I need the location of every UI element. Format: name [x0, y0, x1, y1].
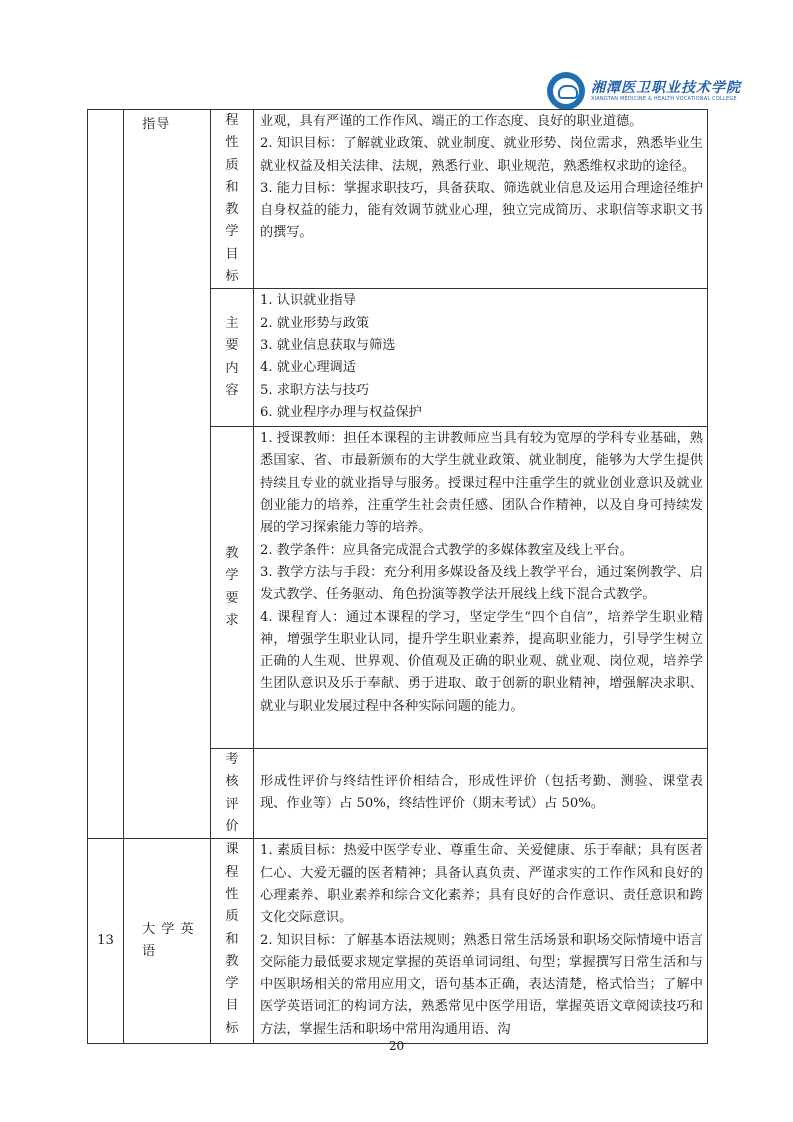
course-number: 13 [88, 839, 124, 1044]
section-label: 课 程 性 质 和 教 学 目 标 [211, 839, 254, 1044]
section-content: 形成性评价与终结性评价相结合，形成性评价（包括考勤、测验、课堂表现、作业等）占 50%，终结性评价（期末考试）占 50%。 [254, 749, 708, 839]
section-label: 考 核 评 价 [211, 749, 254, 839]
college-logo [547, 72, 741, 110]
course-name: 大学英语 [124, 839, 211, 1044]
table-row [88, 839, 708, 1044]
section-content: 1. 认识就业指导 2. 就业形势与政策 3. 就业信息获取与筛选 4. 就业心理调适 5. 求职方法与技巧 6. 就业程序办理与权益保护 [254, 289, 708, 427]
table-row [88, 110, 708, 289]
course-name: 指导 [124, 110, 211, 839]
course-table [87, 109, 708, 1044]
college-name-cn: 湘潭医卫职业技术学院 [591, 79, 741, 96]
section-label: 程 性 质 和 教 学 目 标 [211, 110, 254, 289]
section-content: 1. 授课教师：担任本课程的主讲教师应当具有较为宽厚的学科专业基础，熟悉国家、省、市最新颁布的大学生就业政策、就业制度，能够为大学生提供持续且专业的就业指导与服务。授课过程中注重学生的就业创业意识及就业创业能力的培养，注重学生社会责任感、团队合作精神，以及自身可持续发展的学习探索能力等的培养。 2. 教学条件：应具备完成混合式教学的多媒体教室及线上平台。 3. 教学方法与手段：充分利用多媒设备及线上教学平台，通过案例教学、启发式教学、任务驱动、角色扮演等教学法开展线上线下混合式教学。 4. 课程育人：通过本课程的学习，坚定学生“四个自信”，培养学生职业精神，增强学生职业认同，提升学生职业素养，提高职业能力，引导学生树立正确的人生观、世界观、价值观及正确的职业观、就业观、岗位观，培养学生团队意识及乐于奉献、勇于进取、敢于创新的职业精神，增强解决求职、就业与职业发展过程中各种实际问题的能力。 [254, 427, 708, 749]
page-number: 20 [388, 1039, 405, 1053]
section-label: 教 学 要 求 [211, 427, 254, 749]
section-label: 主 要 内 容 [211, 289, 254, 427]
college-seal-icon [547, 72, 585, 110]
section-content: 业观，具有严谨的工作作风、端正的工作态度、良好的职业道德。 2. 知识目标：了解就业政策、就业制度、就业形势、岗位需求，熟悉毕业生就业权益及相关法律、法规，熟悉行业、职业规范，熟悉维权求助的途径。 3. 能力目标：掌握求职技巧，具备获取、筛选就业信息及运用合理途径维护自身权益的能力，能有效调节就业心理，独立完成简历、求职信等求职文书的撰写。 [254, 110, 708, 289]
course-number [88, 110, 124, 839]
college-name-en: XIANGTAN MEDICINE & HEALTH VOCATIONAL COLLEGE [591, 95, 737, 102]
section-content: 1. 素质目标：热爱中医学专业、尊重生命、关爱健康、乐于奉献；具有医者仁心、大爱无疆的医者精神；具备认真负责、严谨求实的工作作风和良好的心理素养、职业素养和综合文化素养；具有良好的合作意识、责任意识和跨文化交际意识。 2. 知识目标：了解基本语法规则；熟悉日常生活场景和职场交际情境中语言交际能力最低要求规定掌握的英语单词词组、句型；掌握撰写日常生活和与中医职场相关的常用应用文，语句基本正确，表达清楚，格式恰当；了解中医学英语词汇的构词方法，熟悉常见中医学用语，掌握英语文章阅读技巧和方法，掌握生活和职场中常用沟通用语、沟 [254, 839, 708, 1044]
